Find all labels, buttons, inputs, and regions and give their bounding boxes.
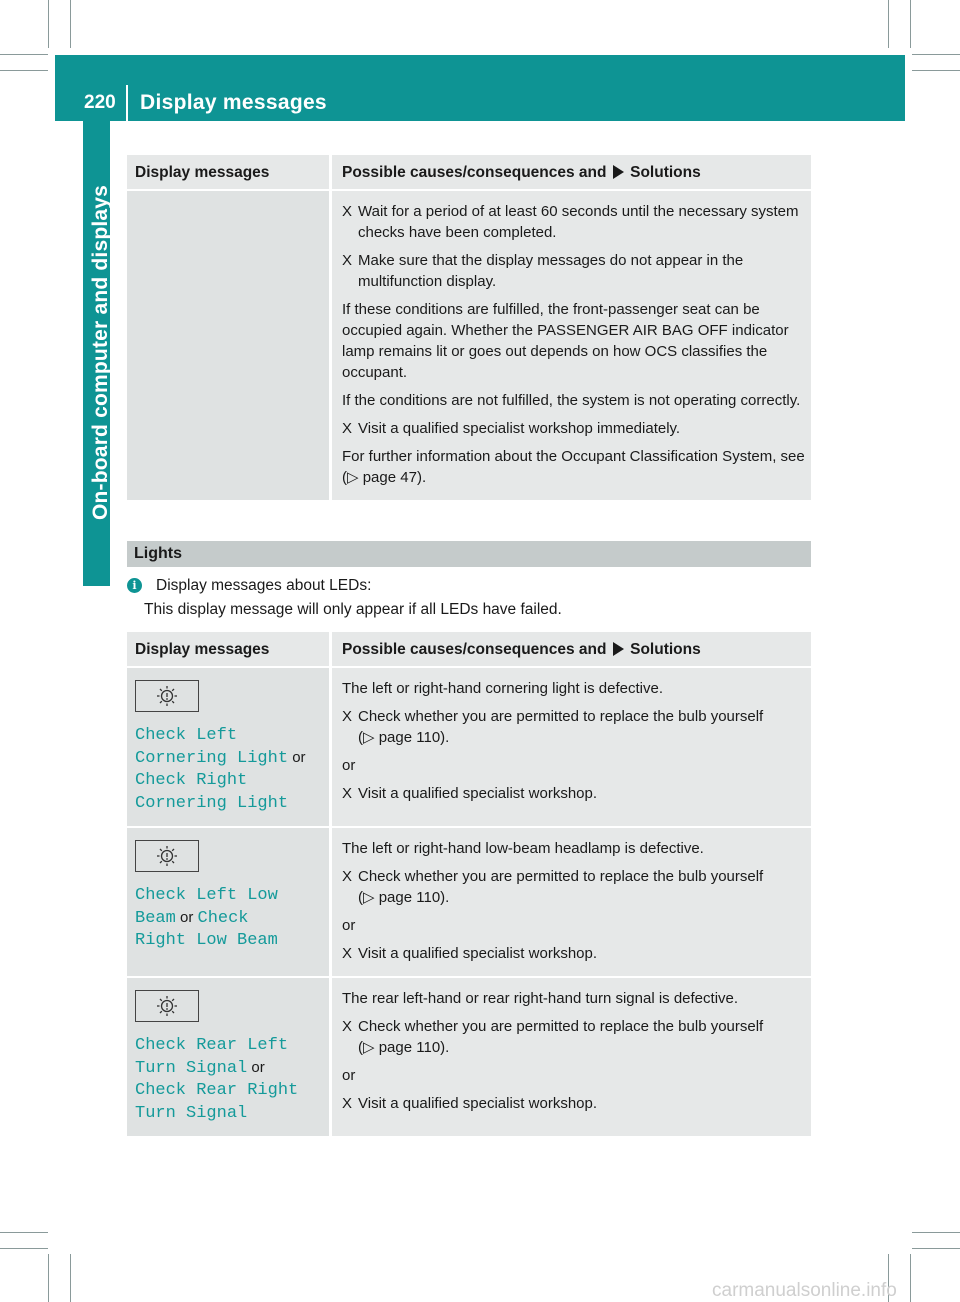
solution-cell: The rear left-hand or rear right-hand turn signal is defective. X Check whether you are permitted to replace the bulb yourself (▷ page 110). or X Visit a qualified specialist workshop. bbox=[331, 977, 812, 1136]
column-header-display-messages: Display messages bbox=[127, 155, 331, 190]
page-reference[interactable]: page 110 bbox=[378, 729, 441, 746]
page-ref-icon: ▷ bbox=[363, 889, 375, 906]
column-header-solutions: Possible causes/consequences and Solutions bbox=[331, 155, 812, 190]
header-divider bbox=[126, 85, 128, 121]
display-message-text: Check Rear Left bbox=[135, 1036, 289, 1055]
display-messages-table-2 bbox=[127, 632, 811, 1136]
column-header-display-messages: Display messages bbox=[127, 632, 331, 667]
solution-cell: The left or right-hand cornering light is defective. X Check whether you are permitted to replace the bulb yourself (▷ page 110). or X Visit a qualified specialist workshop. bbox=[331, 667, 812, 827]
message-cell: Check Rear Left Turn Signal or Check Rear Right Turn Signal bbox=[127, 977, 331, 1136]
crop-mark bbox=[0, 54, 48, 55]
step-arrow-icon: X bbox=[342, 252, 353, 269]
crop-mark bbox=[48, 1254, 49, 1302]
step-arrow-icon: X bbox=[342, 1095, 353, 1112]
info-text: Display messages about LEDs: bbox=[156, 577, 372, 594]
bulb-warning-icon bbox=[135, 680, 199, 712]
crop-mark bbox=[912, 70, 960, 71]
page-ref-icon: ▷ bbox=[363, 729, 375, 746]
display-message-text: Check bbox=[197, 908, 249, 928]
crop-mark bbox=[912, 1232, 960, 1233]
step-arrow-icon: X bbox=[342, 1018, 353, 1035]
step-arrow-icon: X bbox=[342, 785, 353, 802]
crop-mark bbox=[888, 0, 889, 48]
page-reference[interactable]: page 47 bbox=[362, 469, 417, 486]
display-message-text: Turn Signal bbox=[135, 1058, 248, 1078]
table-row bbox=[127, 667, 811, 827]
display-message-text: Beam bbox=[135, 908, 176, 928]
crop-mark bbox=[0, 70, 48, 71]
page-ref-icon: ▷ bbox=[363, 1039, 375, 1056]
message-cell: Check Left Low Beam or Check Right Low Beam bbox=[127, 827, 331, 977]
crop-mark bbox=[912, 1248, 960, 1249]
step-arrow-icon: X bbox=[342, 868, 353, 885]
info-icon: i bbox=[127, 578, 142, 593]
crop-mark bbox=[912, 54, 960, 55]
display-message-text: Check Left bbox=[135, 726, 238, 745]
solution-cell: X Wait for a period of at least 60 seconds until the necessary system checks have been completed. X Make sure that the display messages do not appear in the multifunction display. If these conditions are fulfilled, the front-passenger seat can be occupied again. Whether the PASSENGER AIR BAG OFF indicator lamp remains lit or goes out depends on how OCS classifies the occupant. If the conditions are not fulfilled, the system is not operating correctly. X Visit a qualified specialist workshop immediately. For further information about the Occupant Classification System, see (▷ page 47). bbox=[331, 190, 812, 500]
bulb-warning-icon bbox=[135, 990, 199, 1022]
page-reference[interactable]: page 110 bbox=[378, 1039, 441, 1056]
display-message-text: Cornering Light bbox=[135, 793, 289, 813]
section-title-lights: Lights bbox=[134, 545, 182, 562]
crop-mark bbox=[0, 1232, 48, 1233]
info-text: This display message will only appear if all LEDs have failed. bbox=[144, 601, 562, 618]
message-cell: Check Left Cornering Light or Check Right Cornering Light bbox=[127, 667, 331, 827]
bulb-warning-icon bbox=[135, 840, 199, 872]
solution-cell: The left or right-hand low-beam headlamp is defective. X Check whether you are permitted to replace the bulb yourself (▷ page 110). or X Visit a qualified specialist workshop. bbox=[331, 827, 812, 977]
crop-mark bbox=[910, 1254, 911, 1302]
crop-mark bbox=[0, 1248, 48, 1249]
display-message-text: Right Low Beam bbox=[135, 931, 278, 950]
crop-mark bbox=[910, 0, 911, 48]
page-ref-icon: ▷ bbox=[347, 469, 359, 486]
arrow-icon bbox=[613, 642, 624, 656]
step-arrow-icon: X bbox=[342, 708, 353, 725]
page-reference[interactable]: page 110 bbox=[378, 889, 441, 906]
display-message-text: Check Right bbox=[135, 771, 248, 790]
step-arrow-icon: X bbox=[342, 945, 353, 962]
page-number: 220 bbox=[84, 92, 116, 113]
display-message-text: Check Rear Right bbox=[135, 1081, 299, 1100]
step-arrow-icon: X bbox=[342, 203, 353, 220]
crop-mark bbox=[70, 0, 71, 48]
step-arrow-icon: X bbox=[342, 420, 353, 437]
crop-mark bbox=[48, 0, 49, 48]
watermark: carmanualsonline.info bbox=[712, 1280, 897, 1301]
display-message-text: Cornering Light bbox=[135, 748, 289, 768]
table-row bbox=[127, 190, 811, 500]
display-message-text: Check Left Low bbox=[135, 886, 278, 905]
table-row bbox=[127, 977, 811, 1136]
page-title: Display messages bbox=[140, 91, 327, 114]
message-cell bbox=[127, 190, 331, 500]
table-row bbox=[127, 827, 811, 977]
arrow-icon bbox=[613, 165, 624, 179]
section-bar bbox=[127, 541, 811, 567]
display-messages-table-1 bbox=[127, 155, 811, 500]
display-message-text: Turn Signal bbox=[135, 1103, 248, 1123]
crop-mark bbox=[70, 1254, 71, 1302]
column-header-solutions: Possible causes/consequences and Solutions bbox=[331, 632, 812, 667]
side-tab-label: On-board computer and displays bbox=[89, 184, 112, 520]
